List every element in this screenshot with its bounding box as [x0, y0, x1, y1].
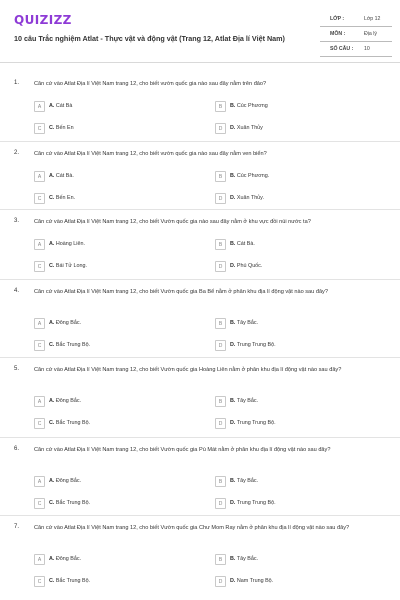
option-letter-box[interactable]: C [34, 576, 45, 587]
option-value: Nam Trung Bộ. [236, 578, 274, 584]
option-key: C. [49, 263, 55, 269]
option-key: D. [230, 342, 236, 348]
option-key: A. [49, 103, 55, 109]
question-number: 4. [14, 288, 20, 294]
option-value: Cát Bà. [236, 241, 255, 247]
question-text: Căn cứ vào Atlat Địa lí Việt Nam trang 12, cho biết Vườn quốc gia Pù Mát nằm ở phân khu địa lí động vật nào sau đây? [34, 447, 331, 453]
meta-value: 10 [364, 46, 370, 52]
option-value: Đông Bắc. [55, 478, 82, 484]
option-label [230, 342, 276, 348]
option-key: A. [49, 241, 55, 247]
option-label [49, 342, 90, 348]
option-key: C. [49, 125, 55, 131]
option-key: B. [230, 478, 236, 484]
option-key: D. [230, 578, 236, 584]
meta-key: LỚP : [330, 16, 345, 22]
option-letter-box[interactable]: A [34, 396, 45, 407]
question-number: 3. [14, 218, 20, 224]
option-key: B. [230, 241, 236, 247]
option-label [230, 556, 258, 562]
option-letter-box[interactable]: D [215, 193, 226, 204]
option-label [230, 241, 255, 247]
question-text: Căn cứ vào Atlat Địa lí Việt Nam trang 12, cho biết vườn quốc gia nào sau đây nằm ven biển? [34, 151, 267, 157]
option-key: B. [230, 173, 236, 179]
option-key: D. [230, 263, 236, 269]
option-value: Tây Bắc. [236, 398, 259, 404]
option-value: Cát Bà [55, 103, 73, 109]
option-key: B. [230, 103, 236, 109]
option-letter-box[interactable]: A [34, 476, 45, 487]
meta-row-subject [320, 27, 392, 42]
meta-row-count [320, 42, 392, 57]
option-label [49, 263, 87, 269]
option-letter-box[interactable]: C [34, 261, 45, 272]
option-letter-box[interactable]: A [34, 101, 45, 112]
option-label [49, 556, 81, 562]
meta-key: MÔN : [330, 31, 346, 37]
option-letter-box[interactable]: B [215, 554, 226, 565]
option-key: A. [49, 398, 55, 404]
option-label [230, 125, 263, 131]
option-label [49, 420, 90, 426]
option-key: D. [230, 500, 236, 506]
option-label [230, 500, 276, 506]
option-label [230, 173, 269, 179]
option-label [230, 478, 258, 484]
option-label [49, 500, 90, 506]
option-letter-box[interactable]: A [34, 318, 45, 329]
option-label [230, 420, 276, 426]
meta-row-class [320, 12, 392, 27]
option-key: B. [230, 556, 236, 562]
option-label [49, 103, 72, 109]
option-value: Xuân Thủy. [236, 195, 264, 201]
question-number: 6. [14, 446, 20, 452]
option-value: Bắc Trung Bộ. [55, 342, 91, 348]
option-letter-box[interactable]: D [215, 340, 226, 351]
option-label [49, 173, 74, 179]
option-value: Tây Bắc. [236, 556, 259, 562]
option-letter-box[interactable]: C [34, 123, 45, 134]
option-value: Đông Bắc. [55, 398, 82, 404]
option-label [49, 195, 75, 201]
quizizz-logo: QUIZIZZ [14, 13, 72, 27]
question-divider [0, 515, 400, 516]
option-letter-box[interactable]: C [34, 193, 45, 204]
option-letter-box[interactable]: C [34, 418, 45, 429]
option-letter-box[interactable]: D [215, 418, 226, 429]
option-key: D. [230, 195, 236, 201]
option-key: B. [230, 398, 236, 404]
option-key: A. [49, 173, 55, 179]
option-letter-box[interactable]: D [215, 261, 226, 272]
option-letter-box[interactable]: D [215, 576, 226, 587]
meta-value: Địa lý [364, 31, 377, 37]
option-key: D. [230, 125, 236, 131]
meta-key: SỐ CÂU : [330, 46, 354, 52]
option-value: Hoàng Liên. [55, 241, 85, 247]
option-value: Bến En [55, 125, 74, 131]
header-divider [0, 62, 400, 63]
option-value: Trung Trung Bộ. [236, 420, 276, 426]
option-value: Bến En. [55, 195, 76, 201]
option-value: Bắc Trung Bộ. [55, 420, 91, 426]
option-key: A. [49, 556, 55, 562]
option-value: Bắc Trung Bộ. [55, 578, 91, 584]
option-value: Đông Bắc. [55, 320, 82, 326]
option-value: Xuân Thủy [236, 125, 263, 131]
question-number: 2. [14, 150, 20, 156]
option-value: Tây Bắc. [236, 320, 259, 326]
option-label [230, 320, 258, 326]
option-label [49, 478, 81, 484]
meta-value: Lớp 12 [364, 16, 381, 22]
question-divider [0, 437, 400, 438]
option-value: Phú Quốc. [236, 263, 263, 269]
question-number: 7. [14, 524, 20, 530]
option-label [230, 263, 262, 269]
option-label [230, 398, 258, 404]
question-divider [0, 209, 400, 210]
option-letter-box[interactable]: B [215, 239, 226, 250]
option-key: C. [49, 500, 55, 506]
option-letter-box[interactable]: B [215, 476, 226, 487]
option-label [230, 103, 268, 109]
option-key: D. [230, 420, 236, 426]
question-number: 5. [14, 366, 20, 372]
question-divider [0, 141, 400, 142]
option-letter-box[interactable]: D [215, 498, 226, 509]
option-value: Cúc Phương [236, 103, 268, 109]
option-letter-box[interactable]: C [34, 498, 45, 509]
option-key: A. [49, 320, 55, 326]
option-label [49, 125, 74, 131]
option-label [49, 241, 85, 247]
option-letter-box[interactable]: A [34, 239, 45, 250]
option-value: Trung Trung Bộ. [236, 500, 276, 506]
option-value: Cúc Phương. [236, 173, 270, 179]
option-letter-box[interactable]: A [34, 554, 45, 565]
option-letter-box[interactable]: B [215, 171, 226, 182]
option-key: A. [49, 478, 55, 484]
option-letter-box[interactable]: D [215, 123, 226, 134]
worksheet-title: 10 câu Trắc nghiệm Atlat - Thực vật và động vật (Trang 12, Atlat Địa lí Việt Nam) [14, 34, 285, 43]
question-text: Căn cứ vào Atlat Địa lí Việt Nam trang 12, cho biết Vườn quốc gia Chư Mom Ray nằm ở phân khu địa lí động vật nào sau đây? [34, 525, 350, 531]
option-value: Cát Bà. [55, 173, 74, 179]
question-number: 1. [14, 80, 20, 86]
question-text: Căn cứ vào Atlat Địa lí Việt Nam trang 12, cho biết vườn quốc gia nào sau đây nằm trên đảo? [34, 81, 267, 87]
option-value: Tây Bắc. [236, 478, 259, 484]
option-value: Bái Tử Long. [55, 263, 87, 269]
option-label [49, 320, 81, 326]
question-divider [0, 357, 400, 358]
option-key: C. [49, 195, 55, 201]
option-value: Trung Trung Bộ. [236, 342, 276, 348]
option-letter-box[interactable]: C [34, 340, 45, 351]
option-letter-box[interactable]: B [215, 396, 226, 407]
question-divider [0, 279, 400, 280]
question-text: Căn cứ vào Atlat Địa lí Việt Nam trang 12, cho biết Vườn quốc gia nào sau đây nằm ở khu vực đồi núi nước ta? [34, 219, 311, 225]
option-value: Đông Bắc. [55, 556, 82, 562]
option-key: C. [49, 578, 55, 584]
option-value: Bắc Trung Bộ. [55, 500, 91, 506]
option-letter-box[interactable]: A [34, 171, 45, 182]
question-text: Căn cứ vào Atlat Địa lí Việt Nam trang 12, cho biết Vườn quốc gia Hoàng Liên nằm ở phân khu địa lí động vật nào sau đây? [34, 367, 342, 373]
option-label [49, 398, 81, 404]
option-label [49, 578, 90, 584]
option-key: C. [49, 342, 55, 348]
option-label [230, 195, 264, 201]
option-letter-box[interactable]: B [215, 101, 226, 112]
option-key: C. [49, 420, 55, 426]
option-key: B. [230, 320, 236, 326]
question-text: Căn cứ vào Atlat Địa lí Việt Nam trang 12, cho biết Vườn quốc gia Ba Bể nằm ở phân khu địa lí động vật nào sau đây? [34, 289, 328, 295]
meta-panel [320, 12, 392, 57]
option-label [230, 578, 273, 584]
option-letter-box[interactable]: B [215, 318, 226, 329]
